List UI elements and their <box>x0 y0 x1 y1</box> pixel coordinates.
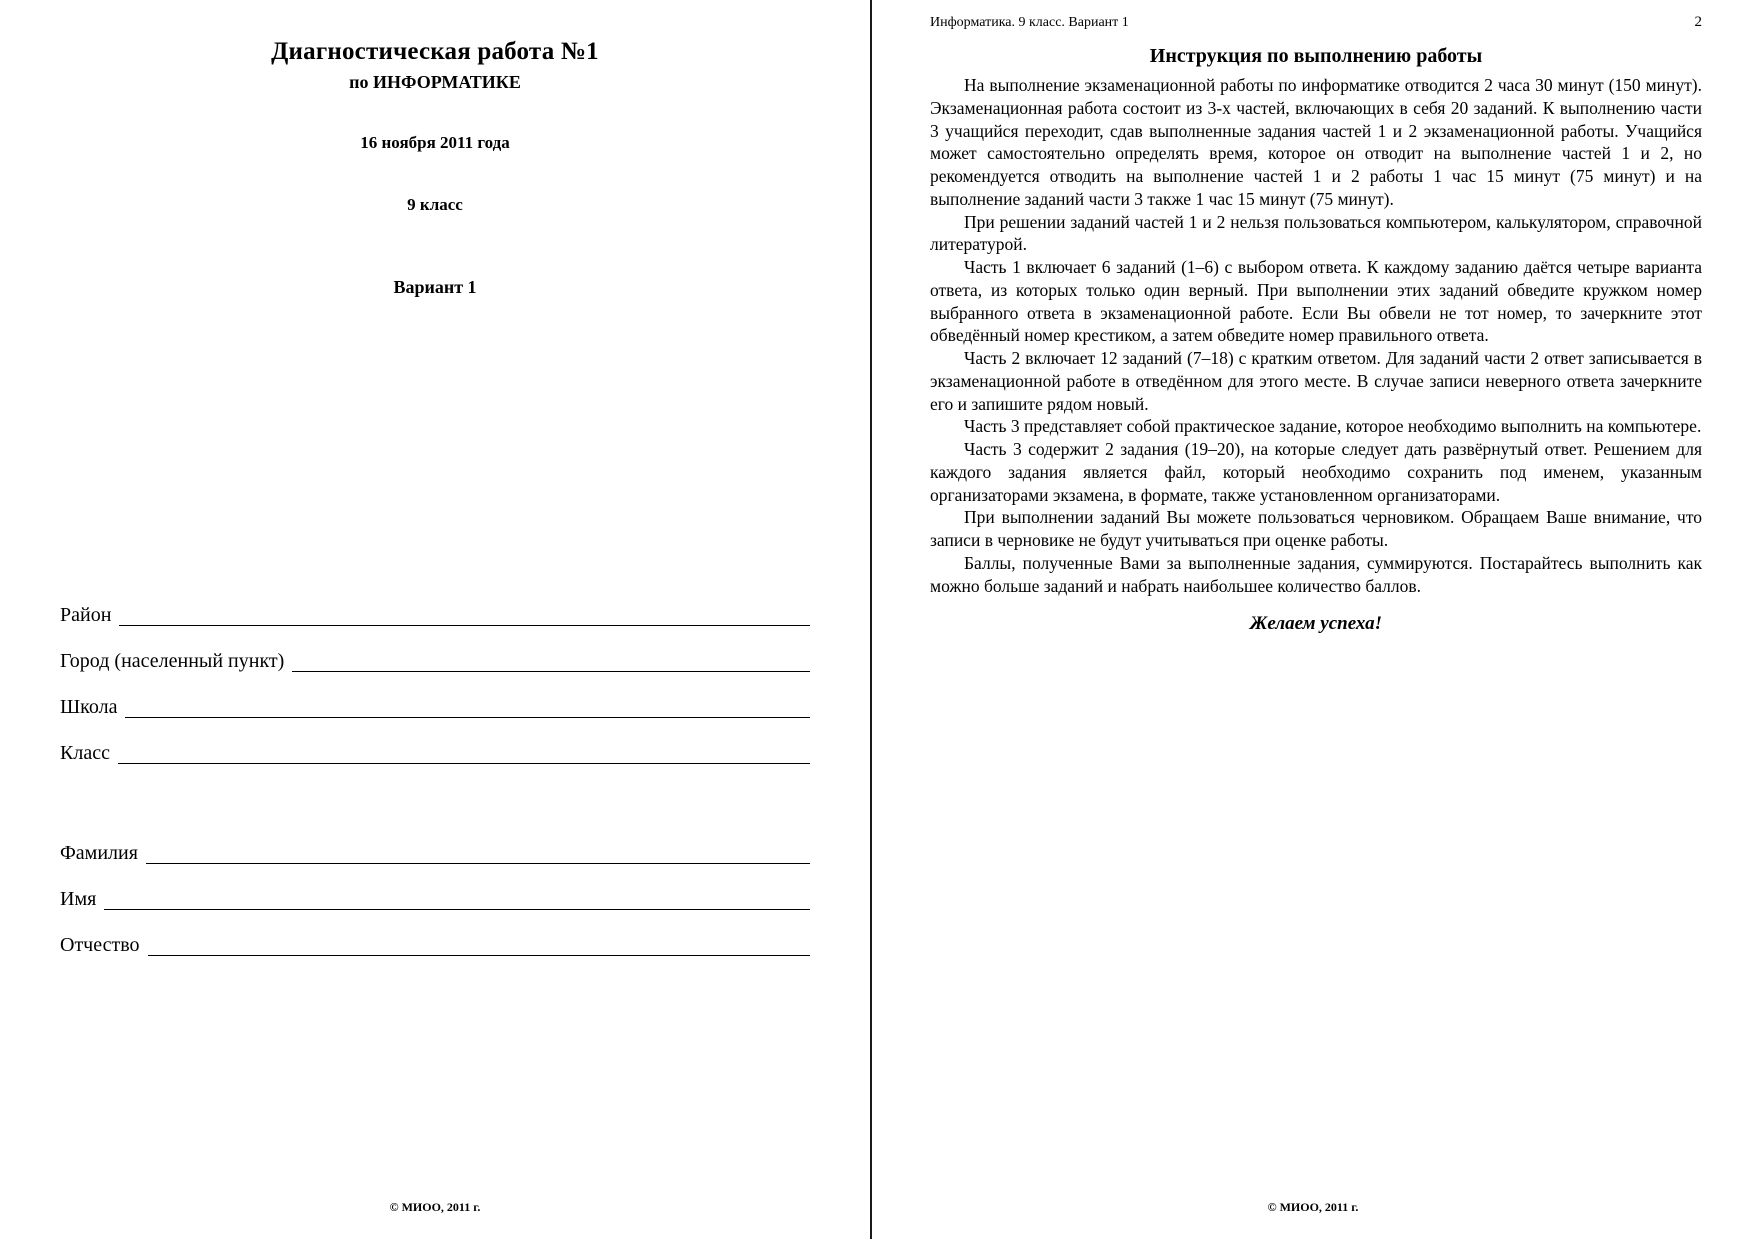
field-label-patronymic: Отчество <box>60 934 140 956</box>
exam-grade: 9 класс <box>407 195 463 214</box>
page-left <box>0 0 872 1239</box>
field-input-lastname[interactable] <box>146 843 810 864</box>
footer-copyright-left: © МИОО, 2011 г. <box>389 1200 481 1214</box>
field-input-class[interactable] <box>118 743 810 764</box>
instruction-paragraph: Часть 3 содержит 2 задания (19–20), на которые следует дать развёрнутый ответ. Решением для каждого задания является файл, который необходимо сохранить под именем, указанным организаторами экзамена, в формате, также установленном организаторами. <box>930 439 1702 505</box>
field-row-school[interactable] <box>60 690 810 718</box>
page-title: Диагностическая работа №1 <box>271 38 599 65</box>
field-label-district: Район <box>60 604 112 626</box>
field-label-lastname: Фамилия <box>60 842 138 864</box>
field-input-district[interactable] <box>119 605 810 626</box>
field-label-firstname: Имя <box>60 888 97 910</box>
field-input-school[interactable] <box>125 697 810 718</box>
field-input-patronymic[interactable] <box>148 935 810 956</box>
instruction-title: Инструкция по выполнению работы <box>1149 45 1483 67</box>
instruction-paragraph: Часть 2 включает 12 заданий (7–18) с кратким ответом. Для заданий части 2 ответ записывается в экзаменационной работе в отведённом для этого месте. В случае записи неверного ответа зачеркните его и запишите рядом новый. <box>930 348 1702 414</box>
field-label-city: Город (населенный пункт) <box>60 650 285 672</box>
fields-group-location <box>60 598 810 764</box>
field-row-patronymic[interactable] <box>60 928 810 956</box>
instruction-paragraph: Часть 1 включает 6 заданий (1–6) с выбором ответа. К каждому заданию даётся четыре варианта ответа, из которых только один верный. При выполнении этих заданий обведите кружком номер выбранного ответа в экзаменационной работе. Если Вы обвели не тот номер, то зачеркните этот обведённый номер крестиком, а затем обведите номер правильного ответа. <box>930 257 1702 346</box>
field-row-district[interactable] <box>60 598 810 626</box>
instruction-paragraph: На выполнение экзаменационной работы по информатике отводится 2 часа 30 минут (150 минут). Экзаменационная работа состоит из 3-х частей, включающих в себя 20 заданий. К выполнению части 3 учащийся переходит, сдав выполненные задания частей 1 и 2 экзаменационной работы. Учащийся может самостоятельно определять время, которое он отводит на выполнение частей 1 и 2, но рекомендуется отводить на выполнение частей 1 и 2 работы 1 час 15 минут (75 минут) и на выполнение заданий части 3 также 1 час 15 минут (75 минут). <box>930 75 1702 209</box>
instruction-paragraph: При выполнении заданий Вы можете пользоваться черновиком. Обращаем Ваше внимание, что записи в черновике не будут учитываться при оценке работы. <box>930 507 1702 550</box>
field-row-city[interactable] <box>60 644 810 672</box>
field-row-class[interactable] <box>60 736 810 764</box>
page-number: 2 <box>1694 14 1702 30</box>
field-row-firstname[interactable] <box>60 882 810 910</box>
field-label-class: Класс <box>60 742 110 764</box>
field-input-city[interactable] <box>292 651 810 672</box>
instruction-paragraph: Баллы, полученные Вами за выполненные задания, суммируются. Постарайтесь выполнить как можно больше заданий и набрать наибольшее количество баллов. <box>930 552 1702 596</box>
exam-date: 16 ноября 2011 года <box>360 133 510 152</box>
page-subtitle: по ИНФОРМАТИКЕ <box>349 72 521 92</box>
page-right <box>872 0 1754 1239</box>
instruction-paragraph: При решении заданий частей 1 и 2 нельзя пользоваться компьютером, калькулятором, справочной литературой. <box>930 211 1702 255</box>
page-header <box>930 14 1702 31</box>
field-input-firstname[interactable] <box>104 889 810 910</box>
exam-variant: Вариант 1 <box>393 277 477 297</box>
fields-group-name <box>60 836 810 956</box>
field-row-lastname[interactable] <box>60 836 810 864</box>
field-label-school: Школа <box>60 696 118 718</box>
instruction-paragraph: Часть 3 представляет собой практическое задание, которое необходимо выполнить на компьютере. <box>964 416 1702 437</box>
instruction-body <box>930 74 1702 597</box>
running-head: Информатика. 9 класс. Вариант 1 <box>930 15 1129 30</box>
good-luck-note: Желаем успеха! <box>1249 613 1383 635</box>
footer-copyright-right: © МИОО, 2011 г. <box>1267 1200 1359 1214</box>
